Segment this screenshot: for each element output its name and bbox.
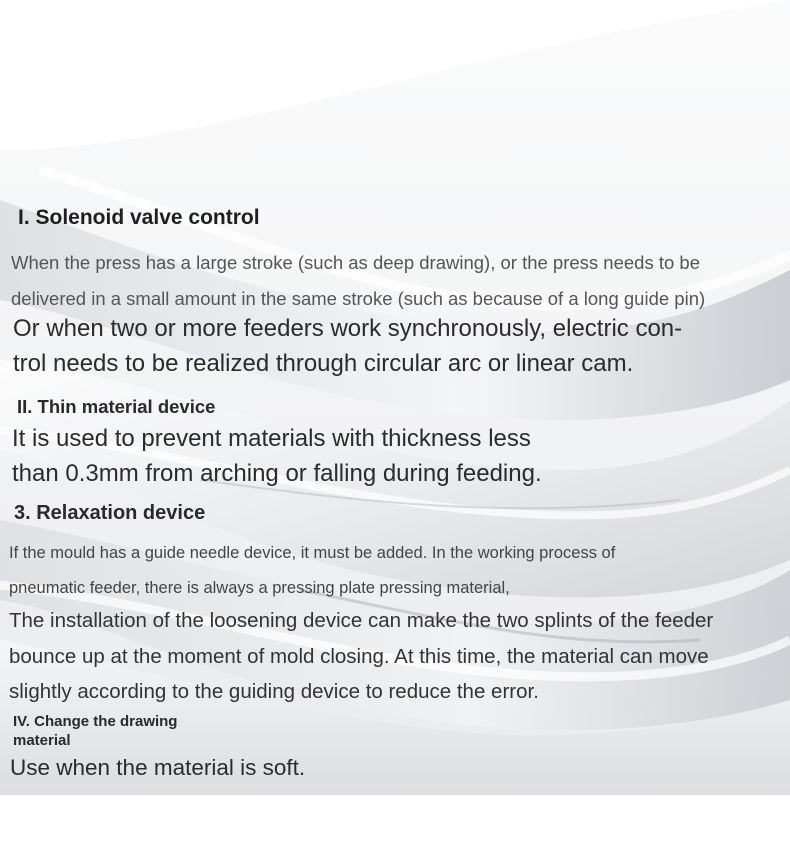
section-3-heading: 3. Relaxation device bbox=[14, 502, 206, 524]
line: slightly according to the guiding device to reduce the error. bbox=[9, 680, 539, 703]
section-3-paragraph-1 bbox=[9, 536, 615, 606]
line: IV. Change the drawing bbox=[13, 713, 178, 730]
section-2-heading: II. Thin material device bbox=[17, 396, 216, 417]
section-2-paragraph-1 bbox=[12, 421, 542, 491]
section-1-heading: I. Solenoid valve control bbox=[18, 206, 260, 229]
line: bounce up at the moment of mold closing. At this time, the material can move bbox=[9, 644, 709, 668]
line: The installation of the loosening device can make the two splints of the feeder bbox=[9, 609, 714, 632]
line: delivered in a small amount in the same stroke (such as because of a long guide pin) bbox=[11, 288, 706, 309]
section-1-paragraph-1 bbox=[11, 245, 705, 317]
line: pneumatic feeder, there is always a pressing plate pressing material, bbox=[9, 579, 510, 597]
section-3-paragraph-2 bbox=[9, 603, 713, 710]
line: It is used to prevent materials with thickness less bbox=[12, 425, 531, 452]
line: than 0.3mm from arching or falling during feeding. bbox=[12, 460, 542, 487]
line: When the press has a large stroke (such as deep drawing), or the press needs to be bbox=[11, 252, 700, 273]
line: Or when two or more feeders work synchronously, electric con- bbox=[13, 315, 683, 342]
line: If the mould has a guide needle device, it must be added. In the working process of bbox=[9, 544, 616, 562]
line: material bbox=[13, 732, 71, 749]
section-4-paragraph-1: Use when the material is soft. bbox=[10, 755, 306, 780]
section-4-heading bbox=[13, 712, 177, 750]
line: trol needs to be realized through circular arc or linear cam. bbox=[13, 350, 634, 377]
section-1-paragraph-2 bbox=[13, 311, 682, 381]
